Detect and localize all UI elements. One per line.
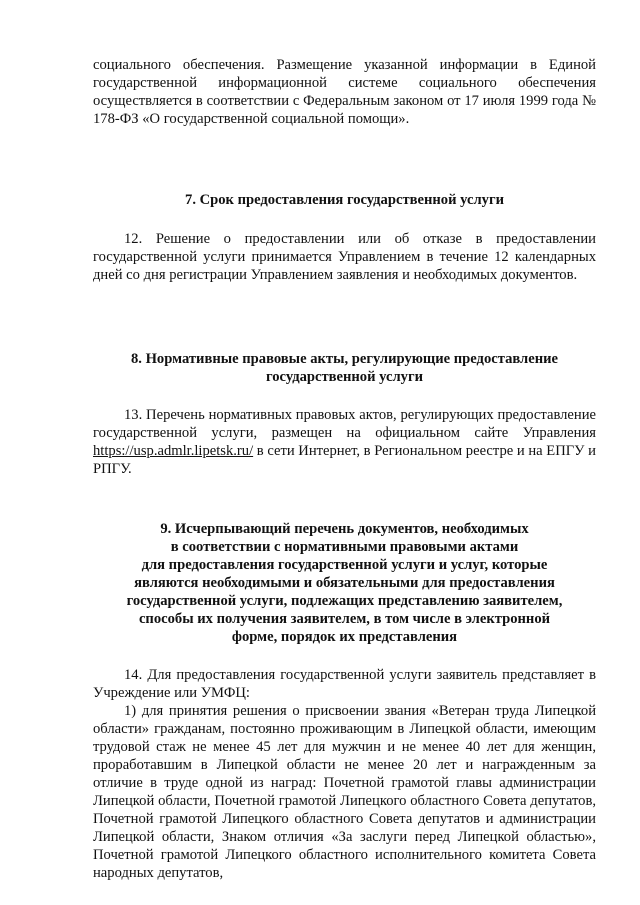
paragraph-13	[93, 406, 596, 478]
paragraph-13-text-end: в сети Интернет, в Региональном реестре и на ЕПГУ и РПГУ.	[93, 443, 596, 477]
paragraph-12: 12. Решение о предоставлении или об отказе в предоставлении государственной услуги принимается Управлением в течение 12 календарных дней со дня регистрации Управлением заявления и необходимых документов.	[93, 231, 596, 283]
document-page	[93, 56, 596, 882]
intro-paragraph: социального обеспечения. Размещение указанной информации в Единой государственной информационной системе социального обеспечения осуществляется в соответствии с Федеральным законом от 17 июля 1999 года № 178-ФЗ «О государственной социальной помощи».	[93, 57, 596, 127]
website-link[interactable]: https://usp.admlr.lipetsk.ru/	[93, 443, 254, 459]
paragraph-14: 14. Для предоставления государственной услуги заявитель представляет в Учреждение или УМФЦ:	[93, 667, 596, 701]
section-9-heading-line: форме, порядок их представления	[231, 629, 458, 645]
section-9-heading-line: для предоставления государственной услуги и услуг, которые	[141, 557, 548, 573]
item-1: 1) для принятия решения о присвоении звания «Ветеран труда Липецкой области» гражданам, постоянно проживающим в Липецкой области, имеющим трудовой стаж не менее 45 лет для мужчин и не менее 40 лет для женщин, проработавшим в Липецкой области не менее 20 лет и награжденным за отличие в труде одной из наград: Почетной грамотой главы администрации Липецкой области, Почетной грамотой Липецкого областного Совета депутатов, Почетной грамотой Липецкого областного Совета депутатов и администрации Липецкой области, Знаком отличия «За заслуги перед Липецкой областью», Почетной грамотой Липецкого областного исполнительного комитета Совета народных депутатов,	[93, 703, 596, 881]
section-9-heading-line: государственной услуги, подлежащих представлению заявителем,	[126, 593, 563, 609]
section-9-heading-line: 9. Исчерпывающий перечень документов, необходимых	[160, 521, 529, 537]
section-9-heading-line: способы их получения заявителем, в том числе в электронной	[138, 611, 551, 627]
section-8-heading-line-2: государственной услуги	[265, 369, 424, 385]
section-7-heading: 7. Срок предоставления государственной услуги	[185, 192, 504, 208]
section-9-heading-line: в соответствии с нормативными правовыми актами	[170, 539, 519, 555]
section-9-heading	[93, 520, 596, 646]
section-8-heading-line-1: 8. Нормативные правовые акты, регулирующие предоставление	[130, 351, 559, 367]
paragraph-13-text-start: 13. Перечень нормативных правовых актов, регулирующих предоставление государственной услуги, размещен на официальном сайте Управления	[93, 407, 596, 441]
section-8-heading	[93, 350, 596, 386]
section-9-heading-line: являются необходимыми и обязательными для предоставления	[134, 575, 555, 591]
